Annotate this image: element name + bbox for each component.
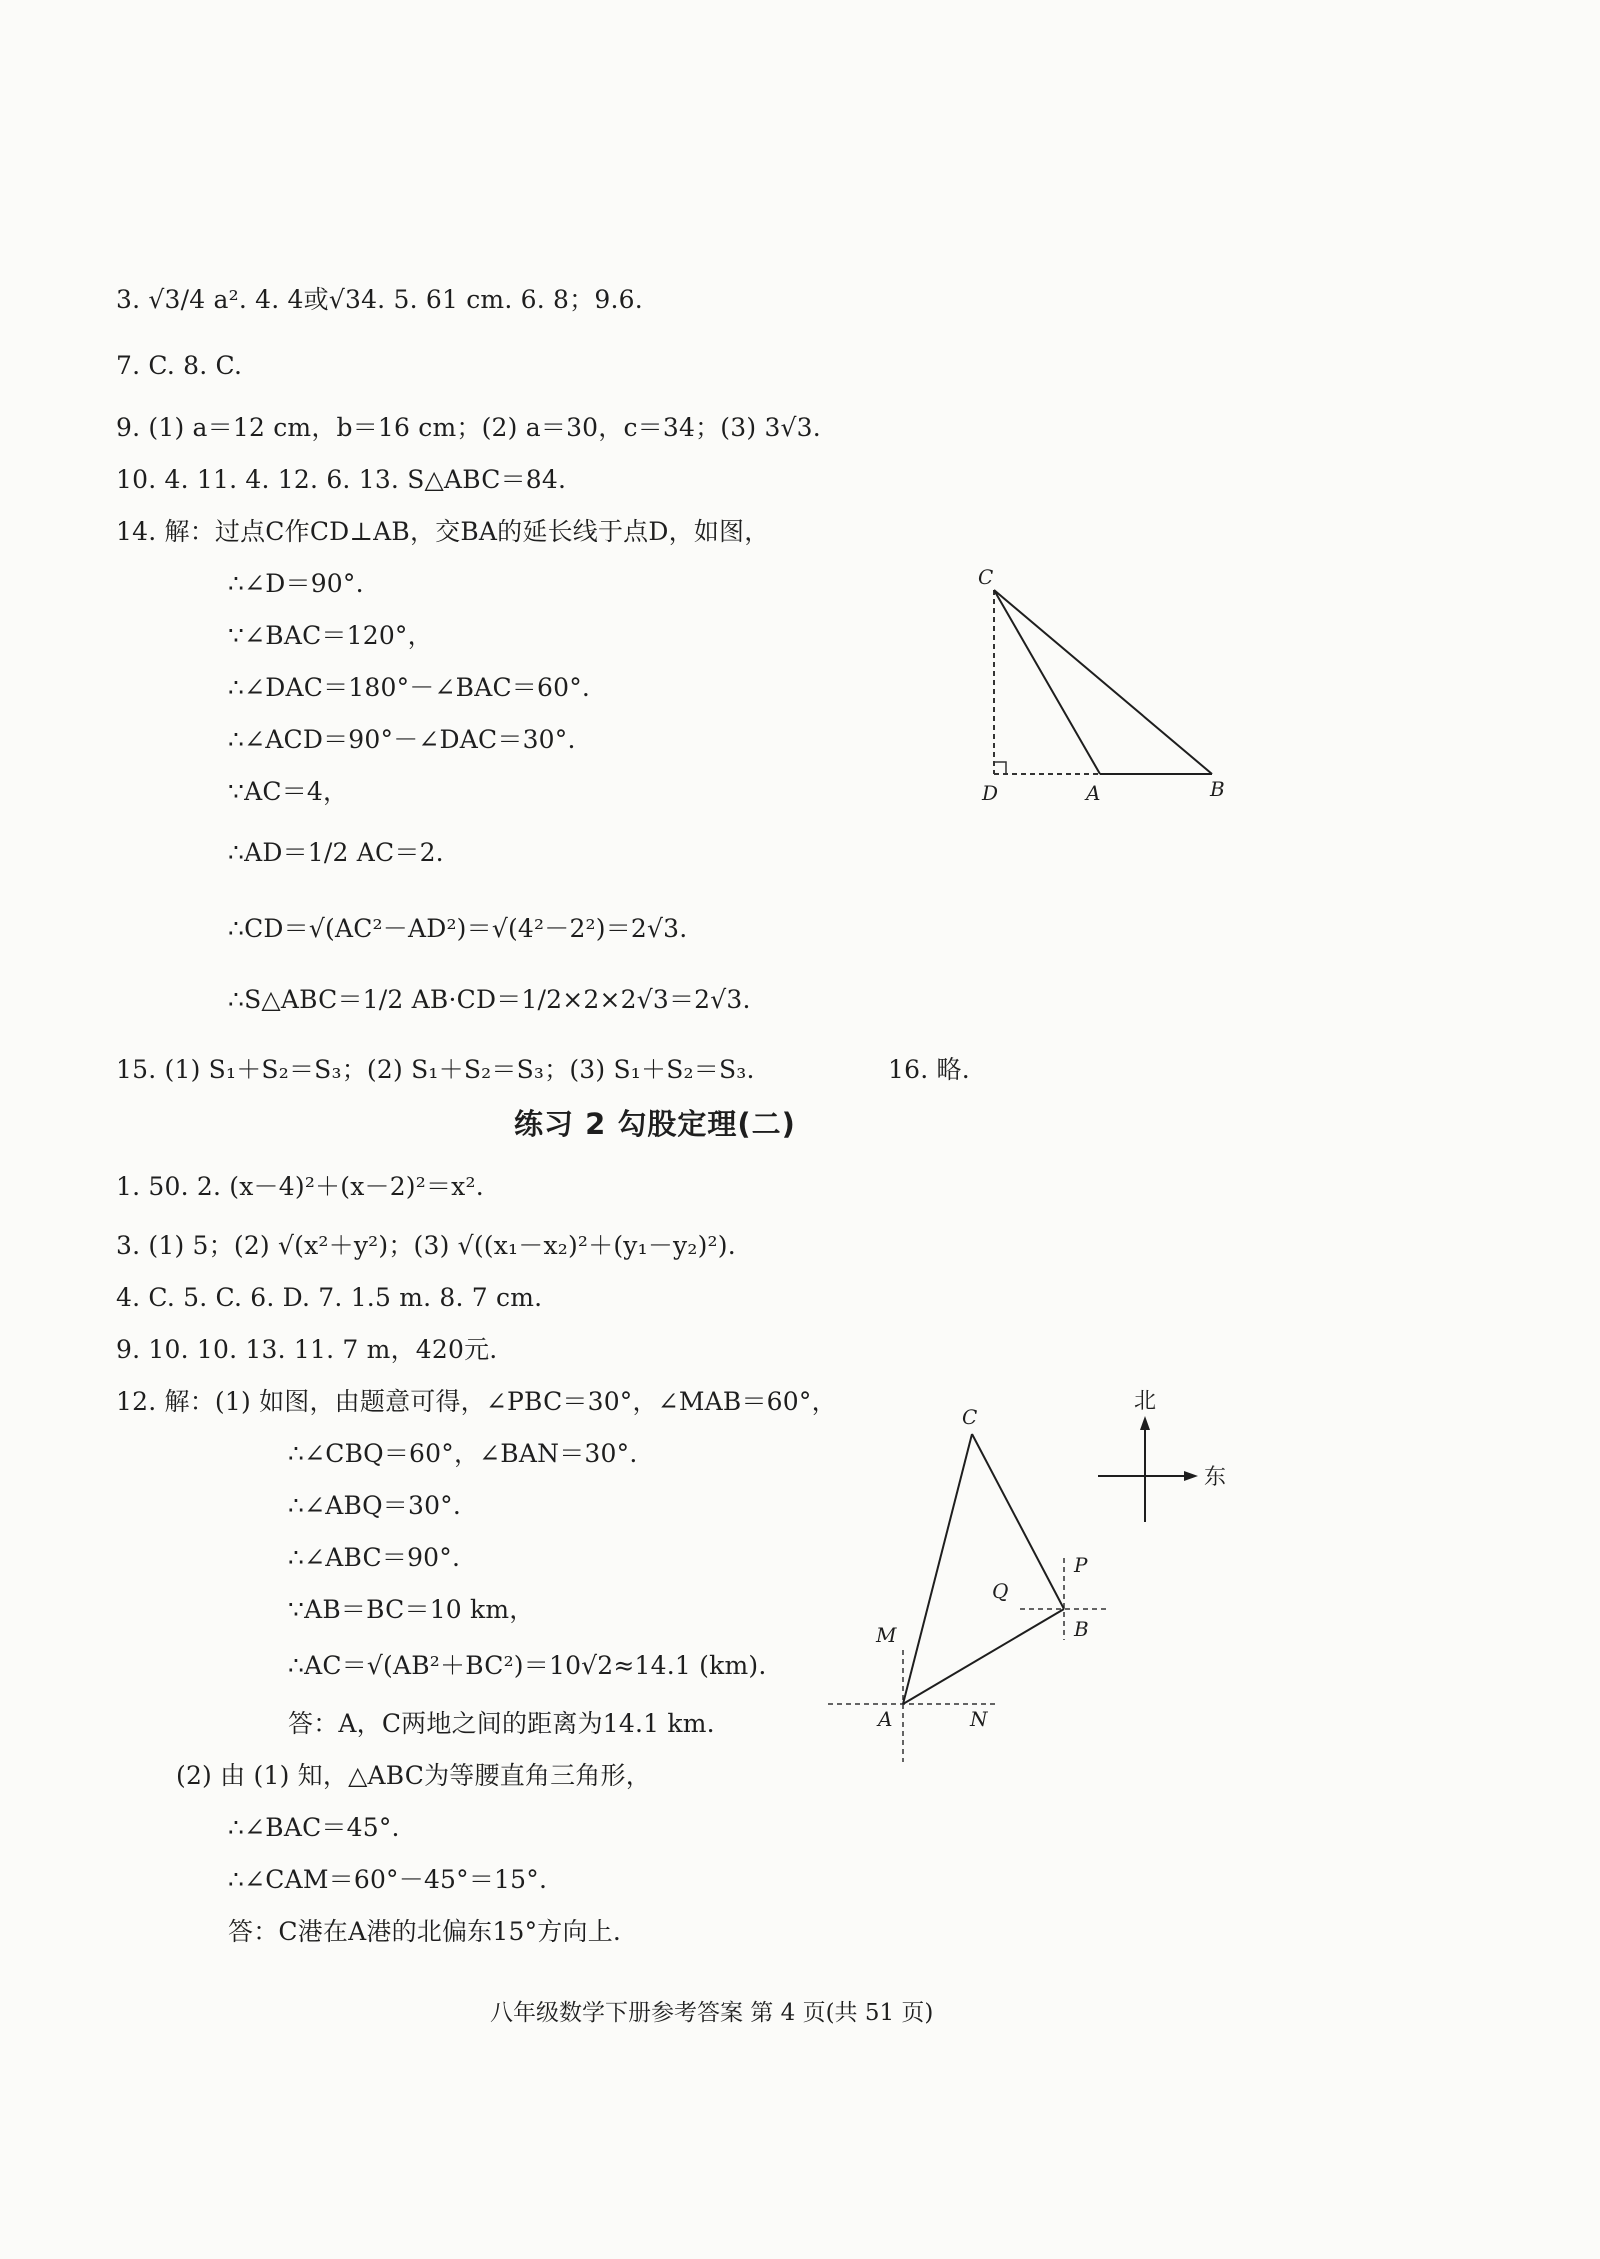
compass-north-label: 北: [1134, 1389, 1157, 1414]
answer-line-3: 3. (1) 5；(2) √(x²＋y²)；(3) √((x₁－x₂)²＋(y₁－y₂)²).: [116, 1231, 736, 1260]
answer-line-10-13: 10. 4. 11. 4. 12. 6. 13. S△ABC＝84.: [116, 465, 567, 494]
q12-step: ∴∠CAM＝60°－45°＝15°.: [228, 1865, 548, 1894]
segment-cb: [994, 590, 1212, 774]
q12-step: ∴∠BAC＝45°.: [228, 1813, 400, 1842]
q14-step: ∵∠BAC＝120°，: [228, 621, 433, 650]
segment-ac: [903, 1434, 972, 1704]
q12-step: ∴∠ABQ＝30°.: [288, 1491, 462, 1520]
segment-cb: [972, 1434, 1064, 1609]
compass-east-arrowhead: [1184, 1471, 1198, 1481]
q14-step: ∴S△ABC＝1/2 AB·CD＝1/2×2×2√3＝2√3.: [228, 985, 751, 1014]
answer-line-14: 14. 解：过点C作CD⊥AB，交BA的延长线于点D，如图，: [116, 517, 770, 546]
page-footer: 八年级数学下册参考答案 第 4 页(共 51 页): [490, 2000, 934, 2026]
answer-line-9: 9. (1) a＝12 cm，b＝16 cm；(2) a＝30，c＝34；(3) 3√3.: [116, 413, 821, 442]
answer-line-15: 15. (1) S₁＋S₂＝S₃；(2) S₁＋S₂＝S₃；(3) S₁＋S₂＝S₃.: [116, 1055, 755, 1084]
right-angle-mark: [994, 762, 1006, 774]
label-c: C: [962, 1405, 978, 1429]
answer-line-16: 16. 略.: [888, 1055, 970, 1084]
figure-triangle-abc-map: [820, 1370, 1240, 1770]
q12-step: 答：C港在A港的北偏东15°方向上.: [228, 1917, 622, 1946]
q14-step: ∵AC＝4，: [228, 777, 349, 806]
q12-step: 答：A，C两地之间的距离为14.1 km.: [288, 1709, 715, 1738]
label-m: M: [876, 1623, 897, 1647]
label-d: D: [982, 781, 999, 805]
q14-step: ∴∠DAC＝180°－∠BAC＝60°.: [228, 673, 591, 702]
label-b: B: [1210, 777, 1225, 801]
answer-line-12: 12. 解：(1) 如图，由题意可得，∠PBC＝30°，∠MAB＝60°，: [116, 1387, 837, 1416]
q12-step: ∴AC＝√(AB²＋BC²)＝10√2≈14.1 (km).: [288, 1651, 767, 1680]
label-n: N: [970, 1707, 988, 1731]
q14-step: ∴∠ACD＝90°－∠DAC＝30°.: [228, 725, 576, 754]
segment-ab: [903, 1609, 1064, 1704]
label-b: B: [1074, 1617, 1089, 1641]
q12-step: ∴∠ABC＝90°.: [288, 1543, 461, 1572]
answer-line-9-11: 9. 10. 10. 13. 11. 7 m，420元.: [116, 1335, 498, 1364]
compass-north-arrowhead: [1140, 1416, 1150, 1430]
answer-line-1-2: 1. 50. 2. (x－4)²＋(x－2)²＝x².: [116, 1172, 484, 1201]
answer-line-4-8: 4. C. 5. C. 6. D. 7. 1.5 m. 8. 7 cm.: [116, 1283, 543, 1312]
q12-step: ∴∠CBQ＝60°，∠BAN＝30°.: [288, 1439, 638, 1468]
section-title: 练习 2 勾股定理(二): [514, 1107, 796, 1141]
q14-step: ∴∠D＝90°.: [228, 569, 364, 598]
answer-line-7-8: 7. C. 8. C.: [116, 351, 243, 380]
label-p: P: [1074, 1553, 1088, 1577]
label-q: Q: [992, 1579, 1009, 1603]
q14-step: ∴CD＝√(AC²－AD²)＝√(4²－2²)＝2√3.: [228, 914, 688, 943]
q14-step: ∴AD＝1/2 AC＝2.: [228, 838, 444, 867]
label-a: A: [1086, 781, 1101, 805]
figure-triangle-acd: [960, 560, 1240, 820]
answer-line-3-6: 3. √3/4 a². 4. 4或√34. 5. 61 cm. 6. 8；9.6.: [116, 285, 643, 314]
label-c: C: [978, 565, 994, 589]
q12-step: (2) 由 (1) 知，△ABC为等腰直角三角形，: [176, 1761, 651, 1790]
label-a: A: [878, 1707, 893, 1731]
compass-east-label: 东: [1204, 1465, 1227, 1490]
q12-step: ∵AB＝BC＝10 km，: [288, 1595, 535, 1624]
segment-ca: [994, 590, 1100, 774]
